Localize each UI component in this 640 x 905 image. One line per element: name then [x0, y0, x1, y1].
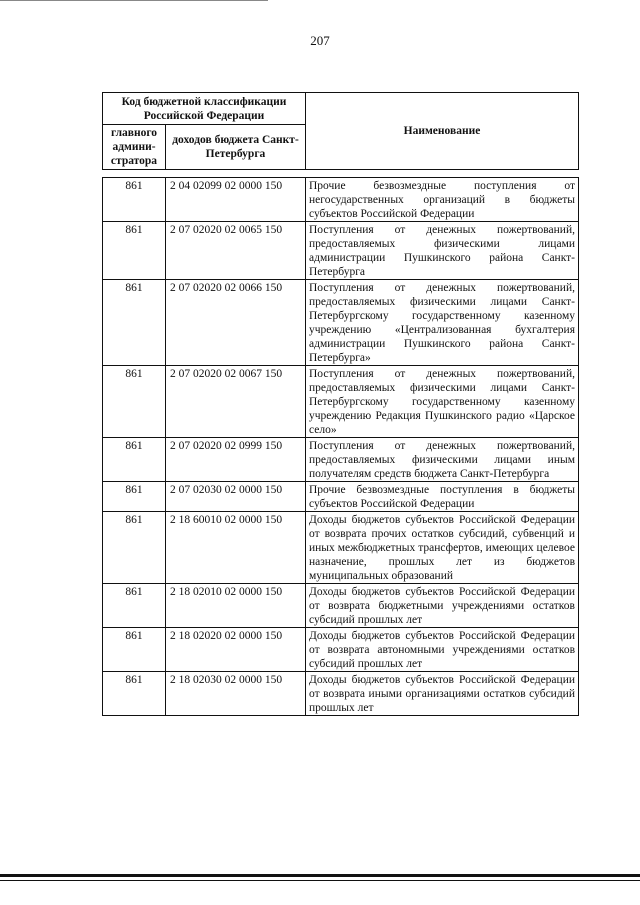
table-row — [103, 178, 579, 222]
admin-code-cell: 861 — [103, 512, 166, 584]
revenue-code-cell: 2 04 02099 02 0000 150 — [166, 178, 306, 222]
header-admin: главного админи-стратора — [103, 125, 166, 170]
table-row — [103, 280, 579, 366]
bottom-rule-thin — [0, 880, 640, 881]
name-cell: Прочие безвозмездные поступления в бюджеты субъектов Российской Федерации — [306, 482, 579, 512]
name-cell: Поступления от денежных пожертвований, предоставляемых физическими лицами администрации Пушкинского района Санкт-Петербурга — [306, 222, 579, 280]
page-number: 207 — [310, 33, 330, 48]
admin-code-cell: 861 — [103, 366, 166, 438]
name-cell: Доходы бюджетов субъектов Российской Федерации от возврата автономными учреждениями остатков субсидий прошлых лет — [306, 628, 579, 672]
table-row — [103, 366, 579, 438]
admin-code-cell: 861 — [103, 482, 166, 512]
name-cell: Прочие безвозмездные поступления от негосударственных организаций в бюджеты субъектов Российской Федерации — [306, 178, 579, 222]
name-cell: Поступления от денежных пожертвований, предоставляемых физическими лицами иным получателям средств бюджета Санкт-Петербурга — [306, 438, 579, 482]
table-row — [103, 222, 579, 280]
revenue-code-cell: 2 07 02020 02 0065 150 — [166, 222, 306, 280]
admin-code-cell: 861 — [103, 628, 166, 672]
top-rule — [0, 0, 268, 1]
name-cell: Поступления от денежных пожертвований, предоставляемых физическими лицами Санкт-Петербургскому государственному казенному учреждению «Централизованная бухгалтерия администрации Пушкинского района Санкт-Петербурга» — [306, 280, 579, 366]
header-revenue: доходов бюджета Санкт-Петербурга — [166, 125, 306, 170]
admin-code-cell: 861 — [103, 178, 166, 222]
admin-code-cell: 861 — [103, 280, 166, 366]
header-name: Наименование — [306, 93, 579, 170]
revenue-code-cell: 2 07 02030 02 0000 150 — [166, 482, 306, 512]
revenue-table — [102, 177, 579, 716]
revenue-code-cell: 2 18 60010 02 0000 150 — [166, 512, 306, 584]
revenue-code-cell: 2 18 02010 02 0000 150 — [166, 584, 306, 628]
admin-code-cell: 861 — [103, 672, 166, 716]
table-row — [103, 584, 579, 628]
table-row — [103, 512, 579, 584]
table-row — [103, 438, 579, 482]
admin-code-cell: 861 — [103, 584, 166, 628]
bottom-rule — [0, 874, 640, 877]
table-row — [103, 628, 579, 672]
name-cell: Доходы бюджетов субъектов Российской Федерации от возврата прочих остатков субсидий, субвенций и иных межбюджетных трансфертов, имеющих целевое назначение, прошлых лет из бюджетов муниципальных образований — [306, 512, 579, 584]
revenue-code-cell: 2 18 02030 02 0000 150 — [166, 672, 306, 716]
revenue-code-cell: 2 07 02020 02 0066 150 — [166, 280, 306, 366]
table-header — [102, 92, 579, 170]
revenue-code-cell: 2 18 02020 02 0000 150 — [166, 628, 306, 672]
name-cell: Поступления от денежных пожертвований, предоставляемых физическими лицами Санкт-Петербургскому государственному казенному учреждению Редакция Пушкинского радио «Царское село» — [306, 366, 579, 438]
table-row — [103, 672, 579, 716]
table-row — [103, 482, 579, 512]
name-cell: Доходы бюджетов субъектов Российской Федерации от возврата иными организациями остатков субсидий прошлых лет — [306, 672, 579, 716]
admin-code-cell: 861 — [103, 438, 166, 482]
admin-code-cell: 861 — [103, 222, 166, 280]
name-cell: Доходы бюджетов субъектов Российской Федерации от возврата бюджетными учреждениями остатков субсидий прошлых лет — [306, 584, 579, 628]
revenue-code-cell: 2 07 02020 02 0999 150 — [166, 438, 306, 482]
header-code-group: Код бюджетной классификации Российской Федерации — [103, 93, 306, 125]
revenue-code-cell: 2 07 02020 02 0067 150 — [166, 366, 306, 438]
